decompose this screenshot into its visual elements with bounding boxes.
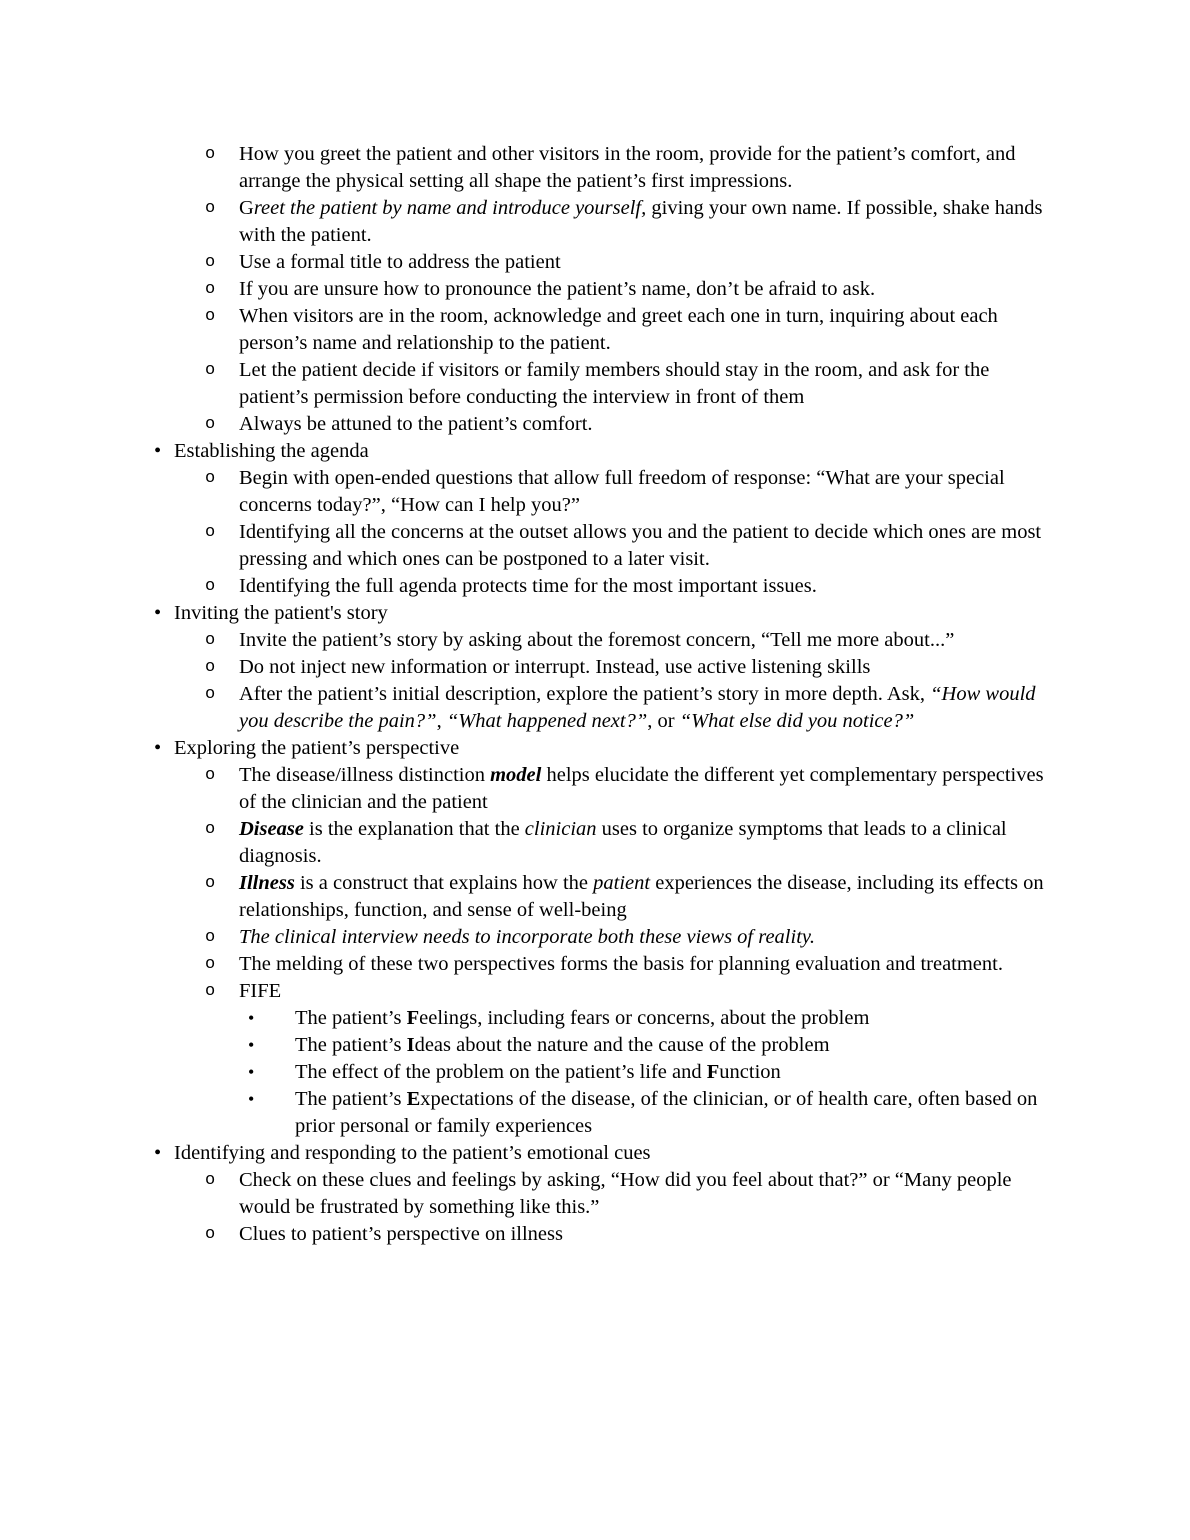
circle-bullet-icon: o [205, 523, 216, 542]
text-segment: The disease/illness distinction [239, 764, 491, 786]
text-segment: When visitors are in the room, acknowledge and greet each one in turn, inquiring about each person’s name and relationship to the patient. [239, 305, 998, 354]
text-segment: The patient’s [295, 1034, 407, 1056]
list-item [0, 951, 1050, 978]
text-segment: The melding of these two perspectives forms the basis for planning evaluation and treatment. [239, 953, 1003, 975]
list-item [0, 600, 1050, 627]
text-segment: Identifying and responding to the patient’s emotional cues [174, 1142, 651, 1164]
text-segment: How you greet the patient and other visitors in the room, provide for the patient’s comfort, and arrange the physical setting all shape the patient’s first impressions. [239, 143, 1016, 192]
text-segment: Identifying the full agenda protects time for the most important issues. [239, 575, 817, 597]
text-segment: The clinical interview needs to incorporate both these views of reality. [239, 926, 815, 948]
text-segment: The effect of the problem on the patient’s life and [295, 1061, 707, 1083]
list-item [0, 654, 1050, 681]
text-segment: , or [647, 710, 680, 732]
circle-bullet-icon: o [205, 955, 216, 974]
circle-bullet-icon: o [205, 982, 216, 1001]
text-segment: Invite the patient’s story by asking about the foremost concern, “Tell me more about...” [239, 629, 955, 651]
text-segment: Establishing the agenda [174, 440, 369, 462]
text-segment: unction [719, 1061, 781, 1083]
text-segment: is a construct that explains how the [294, 872, 594, 894]
text-segment: Do not inject new information or interrupt. Instead, use active listening skills [239, 656, 871, 678]
text-segment: eelings, including fears or concerns, about the problem [419, 1007, 870, 1029]
text-segment: G [239, 197, 254, 219]
list-item [0, 1059, 1050, 1086]
list-item [0, 195, 1050, 249]
list-item [0, 816, 1050, 870]
text-segment: I [406, 1034, 415, 1056]
text-segment: FIFE [239, 980, 282, 1002]
list-item [0, 735, 1050, 762]
text-segment: Use a formal title to address the patient [239, 251, 561, 273]
text-segment: giving your own name. If possible, shake hands with the patient. [239, 197, 1043, 246]
bullet-icon: • [154, 737, 162, 759]
text-segment: The patient’s [295, 1088, 407, 1110]
text-segment: Clues to patient’s perspective on illness [239, 1223, 563, 1245]
circle-bullet-icon: o [205, 199, 216, 218]
circle-bullet-icon: o [205, 928, 216, 947]
list-item [0, 762, 1050, 816]
list-item [0, 1221, 1050, 1248]
text-segment: After the patient’s initial description, explore the patient’s story in more depth. Ask, [239, 683, 931, 705]
text-segment: The patient’s [295, 1007, 407, 1029]
text-segment: Always be attuned to the patient’s comfort. [239, 413, 593, 435]
circle-bullet-icon: o [205, 1225, 216, 1244]
text-segment: Illness [239, 872, 295, 894]
list-item [0, 924, 1050, 951]
bullet-icon: • [248, 1062, 255, 1082]
text-segment: clinician [524, 818, 597, 840]
text-segment: helps elucidate the different yet complementary perspectives of the clinician and the patient [239, 764, 1044, 813]
list-item [0, 627, 1050, 654]
text-segment: Let the patient decide if visitors or family members should stay in the room, and ask for the patient’s permission before conducting the interview in front of them [239, 359, 990, 408]
circle-bullet-icon: o [205, 1171, 216, 1190]
list-item [0, 870, 1050, 924]
circle-bullet-icon: o [205, 658, 216, 677]
list-item [0, 519, 1050, 573]
list-item [0, 357, 1050, 411]
text-segment: If you are unsure how to pronounce the patient’s name, don’t be afraid to ask. [239, 278, 876, 300]
circle-bullet-icon: o [205, 145, 216, 164]
circle-bullet-icon: o [205, 469, 216, 488]
circle-bullet-icon: o [205, 253, 216, 272]
text-segment: xpectations of the disease, of the clinician, or of health care, often based on prior personal or family experiences [295, 1088, 1038, 1137]
text-segment: Identifying all the concerns at the outset allows you and the patient to decide which ones are most pressing and which ones can be postponed to a later visit. [239, 521, 1042, 570]
text-segment: “How would you describe the pain?” [239, 683, 1036, 732]
list-item [0, 1032, 1050, 1059]
bullet-icon: • [154, 440, 162, 462]
list-item [0, 276, 1050, 303]
text-segment: Disease [239, 818, 304, 840]
text-segment: Exploring the patient’s perspective [174, 737, 460, 759]
list-item [0, 411, 1050, 438]
text-segment: Inviting the patient's story [174, 602, 388, 624]
text-segment: “What happened next?” [446, 710, 648, 732]
text-segment: deas about the nature and the cause of the problem [414, 1034, 830, 1056]
text-segment: F [706, 1061, 720, 1083]
text-segment: reet the patient by name and introduce yourself, [253, 197, 647, 219]
list-item [0, 141, 1050, 195]
text-segment: , [436, 710, 447, 732]
list-item [0, 978, 1050, 1005]
circle-bullet-icon: o [205, 820, 216, 839]
circle-bullet-icon: o [205, 631, 216, 650]
list-item [0, 681, 1050, 735]
bullet-icon: • [248, 1035, 255, 1055]
text-segment: experiences the disease, including its effects on relationships, function, and sense of well-being [239, 872, 1044, 921]
bullet-icon: • [248, 1089, 255, 1109]
text-segment: model [490, 764, 542, 786]
bullet-icon: • [154, 1142, 162, 1164]
text-segment: E [406, 1088, 421, 1110]
circle-bullet-icon: o [205, 577, 216, 596]
bullet-icon: • [248, 1008, 255, 1028]
circle-bullet-icon: o [205, 766, 216, 785]
bullet-icon: • [154, 602, 162, 624]
list-item [0, 573, 1050, 600]
text-segment: uses to organize symptoms that leads to a clinical diagnosis. [239, 818, 1007, 867]
circle-bullet-icon: o [205, 685, 216, 704]
list-item [0, 249, 1050, 276]
text-segment: Check on these clues and feelings by asking, “How did you feel about that?” or “Many people would be frustrated by something like this.” [239, 1169, 1012, 1218]
text-segment: “What else did you notice?” [679, 710, 915, 732]
list-item [0, 1086, 1050, 1140]
text-segment: patient [593, 872, 651, 894]
circle-bullet-icon: o [205, 874, 216, 893]
list-item [0, 438, 1050, 465]
text-segment: is the explanation that the [303, 818, 525, 840]
circle-bullet-icon: o [205, 280, 216, 299]
circle-bullet-icon: o [205, 415, 216, 434]
list-item [0, 1140, 1050, 1167]
text-segment: F [406, 1007, 420, 1029]
text-segment: Begin with open-ended questions that allow full freedom of response: “What are your special concerns today?”, “How can I help you?” [239, 467, 1005, 516]
circle-bullet-icon: o [205, 361, 216, 380]
list-item [0, 1005, 1050, 1032]
list-item [0, 303, 1050, 357]
list-item [0, 465, 1050, 519]
list-item [0, 1167, 1050, 1221]
circle-bullet-icon: o [205, 307, 216, 326]
